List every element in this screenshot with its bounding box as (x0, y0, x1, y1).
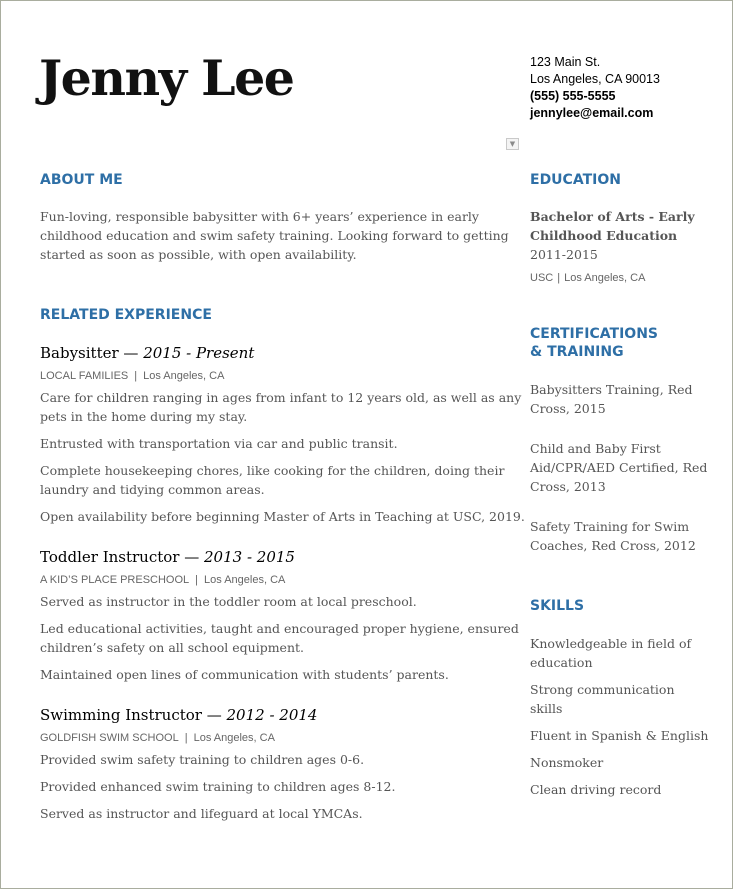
job-location: Los Angeles, CA (143, 370, 225, 382)
skill-line: Nonsmoker (530, 755, 604, 770)
email-address: jennylee@email.com (530, 106, 654, 120)
education-years: 2011-2015 (530, 247, 598, 262)
about-text (40, 207, 509, 264)
bullet-line: pets in the home during my stay. (40, 409, 248, 424)
certification-line: Coaches, Red Cross, 2012 (530, 538, 696, 553)
phone-number: (555) 555-5555 (530, 89, 616, 103)
bullet-line: Served as instructor and lifeguard at local YMCAs. (40, 806, 363, 821)
bullet-line: Complete housekeeping chores, like cooking for the children, doing their (40, 463, 505, 478)
skill-line: Fluent in Spanish & English (530, 728, 709, 743)
job-employer: A KID’S PLACE PRESCHOOL (40, 574, 190, 586)
education-meta (530, 271, 645, 285)
job-bullet (40, 777, 395, 796)
job-employer: LOCAL FAMILIES (40, 370, 129, 382)
meta-separator: | (184, 732, 188, 744)
job-title-toddler-instructor (40, 548, 295, 567)
certification-item (530, 380, 693, 418)
job-bullet (40, 388, 521, 426)
job-bullet (40, 461, 504, 499)
job-dash: — (201, 706, 227, 724)
about-heading: ABOUT ME (40, 172, 123, 188)
education-heading: EDUCATION (530, 172, 621, 188)
job-dates: 2015 - Present (143, 344, 255, 362)
skill-line: Clean driving record (530, 782, 662, 797)
skill-item (530, 780, 661, 799)
certification-item (530, 517, 696, 555)
job-meta (40, 573, 285, 587)
skills-heading: SKILLS (530, 598, 585, 614)
job-meta (40, 369, 224, 383)
bullet-line: Provided enhanced swim training to children ages 8-12. (40, 779, 396, 794)
certification-line: Cross, 2015 (530, 401, 606, 416)
degree-line: Bachelor of Arts - Early (530, 209, 695, 224)
certifications-heading (530, 325, 658, 361)
certification-item (530, 439, 707, 496)
job-dash: — (118, 344, 144, 362)
about-line: started as soon as possible, with open availability. (40, 247, 357, 262)
job-bullet (40, 804, 363, 823)
bullet-line: Provided swim safety training to children ages 0-6. (40, 752, 365, 767)
certifications-heading-line: CERTIFICATIONS (530, 326, 659, 342)
degree-line: Childhood Education (530, 228, 678, 243)
about-line: childhood education and swim safety training. Looking forward to getting (40, 228, 509, 243)
job-location: Los Angeles, CA (193, 732, 275, 744)
certification-line: Cross, 2013 (530, 479, 606, 494)
school-name: USC (530, 272, 554, 284)
skill-item (530, 634, 691, 672)
job-role: Toddler Instructor (40, 548, 180, 566)
about-line: Fun-loving, responsible babysitter with 6+ years’ experience in early (40, 209, 479, 224)
skill-item (530, 680, 675, 718)
bullet-line: Served as instructor in the toddler room at local preschool. (40, 594, 417, 609)
job-role: Swimming Instructor (40, 706, 202, 724)
certifications-heading-line: & TRAINING (530, 344, 624, 360)
chevron-down-icon[interactable]: ▼ (506, 138, 519, 150)
job-dates: 2013 - 2015 (204, 548, 295, 566)
job-dates: 2012 - 2014 (226, 706, 318, 724)
skill-line: education (530, 655, 593, 670)
bullet-line: Open availability before beginning Master of Arts in Teaching at USC, 2019. (40, 509, 525, 524)
bullet-line: Led educational activities, taught and encouraged proper hygiene, ensured (40, 621, 519, 636)
skill-item (530, 753, 603, 772)
job-location: Los Angeles, CA (204, 574, 286, 586)
skill-line: skills (530, 701, 563, 716)
applicant-name: Jenny Lee (39, 49, 294, 107)
job-bullet (40, 619, 519, 657)
contact-block (530, 54, 660, 122)
skill-line: Strong communication (530, 682, 675, 697)
address-line-1: 123 Main St. (530, 55, 601, 69)
job-employer: GOLDFISH SWIM SCHOOL (40, 732, 179, 744)
meta-separator: | (134, 370, 138, 382)
bullet-line: Entrusted with transportation via car and public transit. (40, 436, 398, 451)
job-title-babysitter (40, 344, 254, 363)
certification-line: Child and Baby First (530, 441, 661, 456)
job-dash: — (179, 548, 205, 566)
job-meta (40, 731, 275, 745)
meta-separator: | (195, 574, 199, 586)
education-degree (530, 207, 695, 264)
certification-line: Safety Training for Swim (530, 519, 690, 534)
job-role: Babysitter (40, 344, 119, 362)
job-bullet (40, 434, 398, 453)
job-bullet (40, 507, 525, 526)
certification-line: Aid/CPR/AED Certified, Red (530, 460, 708, 475)
bullet-line: children’s safety on all school equipment. (40, 640, 304, 655)
address-line-2: Los Angeles, CA 90013 (530, 72, 660, 86)
job-bullet (40, 665, 449, 684)
bullet-line: Care for children ranging in ages from infant to 12 years old, as well as any (40, 390, 522, 405)
certification-line: Babysitters Training, Red (530, 382, 693, 397)
bullet-line: laundry and tidying common areas. (40, 482, 265, 497)
meta-separator: | (557, 272, 561, 284)
job-bullet (40, 592, 417, 611)
skill-item (530, 726, 708, 745)
job-title-swimming-instructor (40, 706, 317, 725)
school-location: Los Angeles, CA (564, 272, 646, 284)
experience-heading: RELATED EXPERIENCE (40, 307, 212, 323)
job-bullet (40, 750, 364, 769)
bullet-line: Maintained open lines of communication with students’ parents. (40, 667, 449, 682)
skill-line: Knowledgeable in field of (530, 636, 692, 651)
